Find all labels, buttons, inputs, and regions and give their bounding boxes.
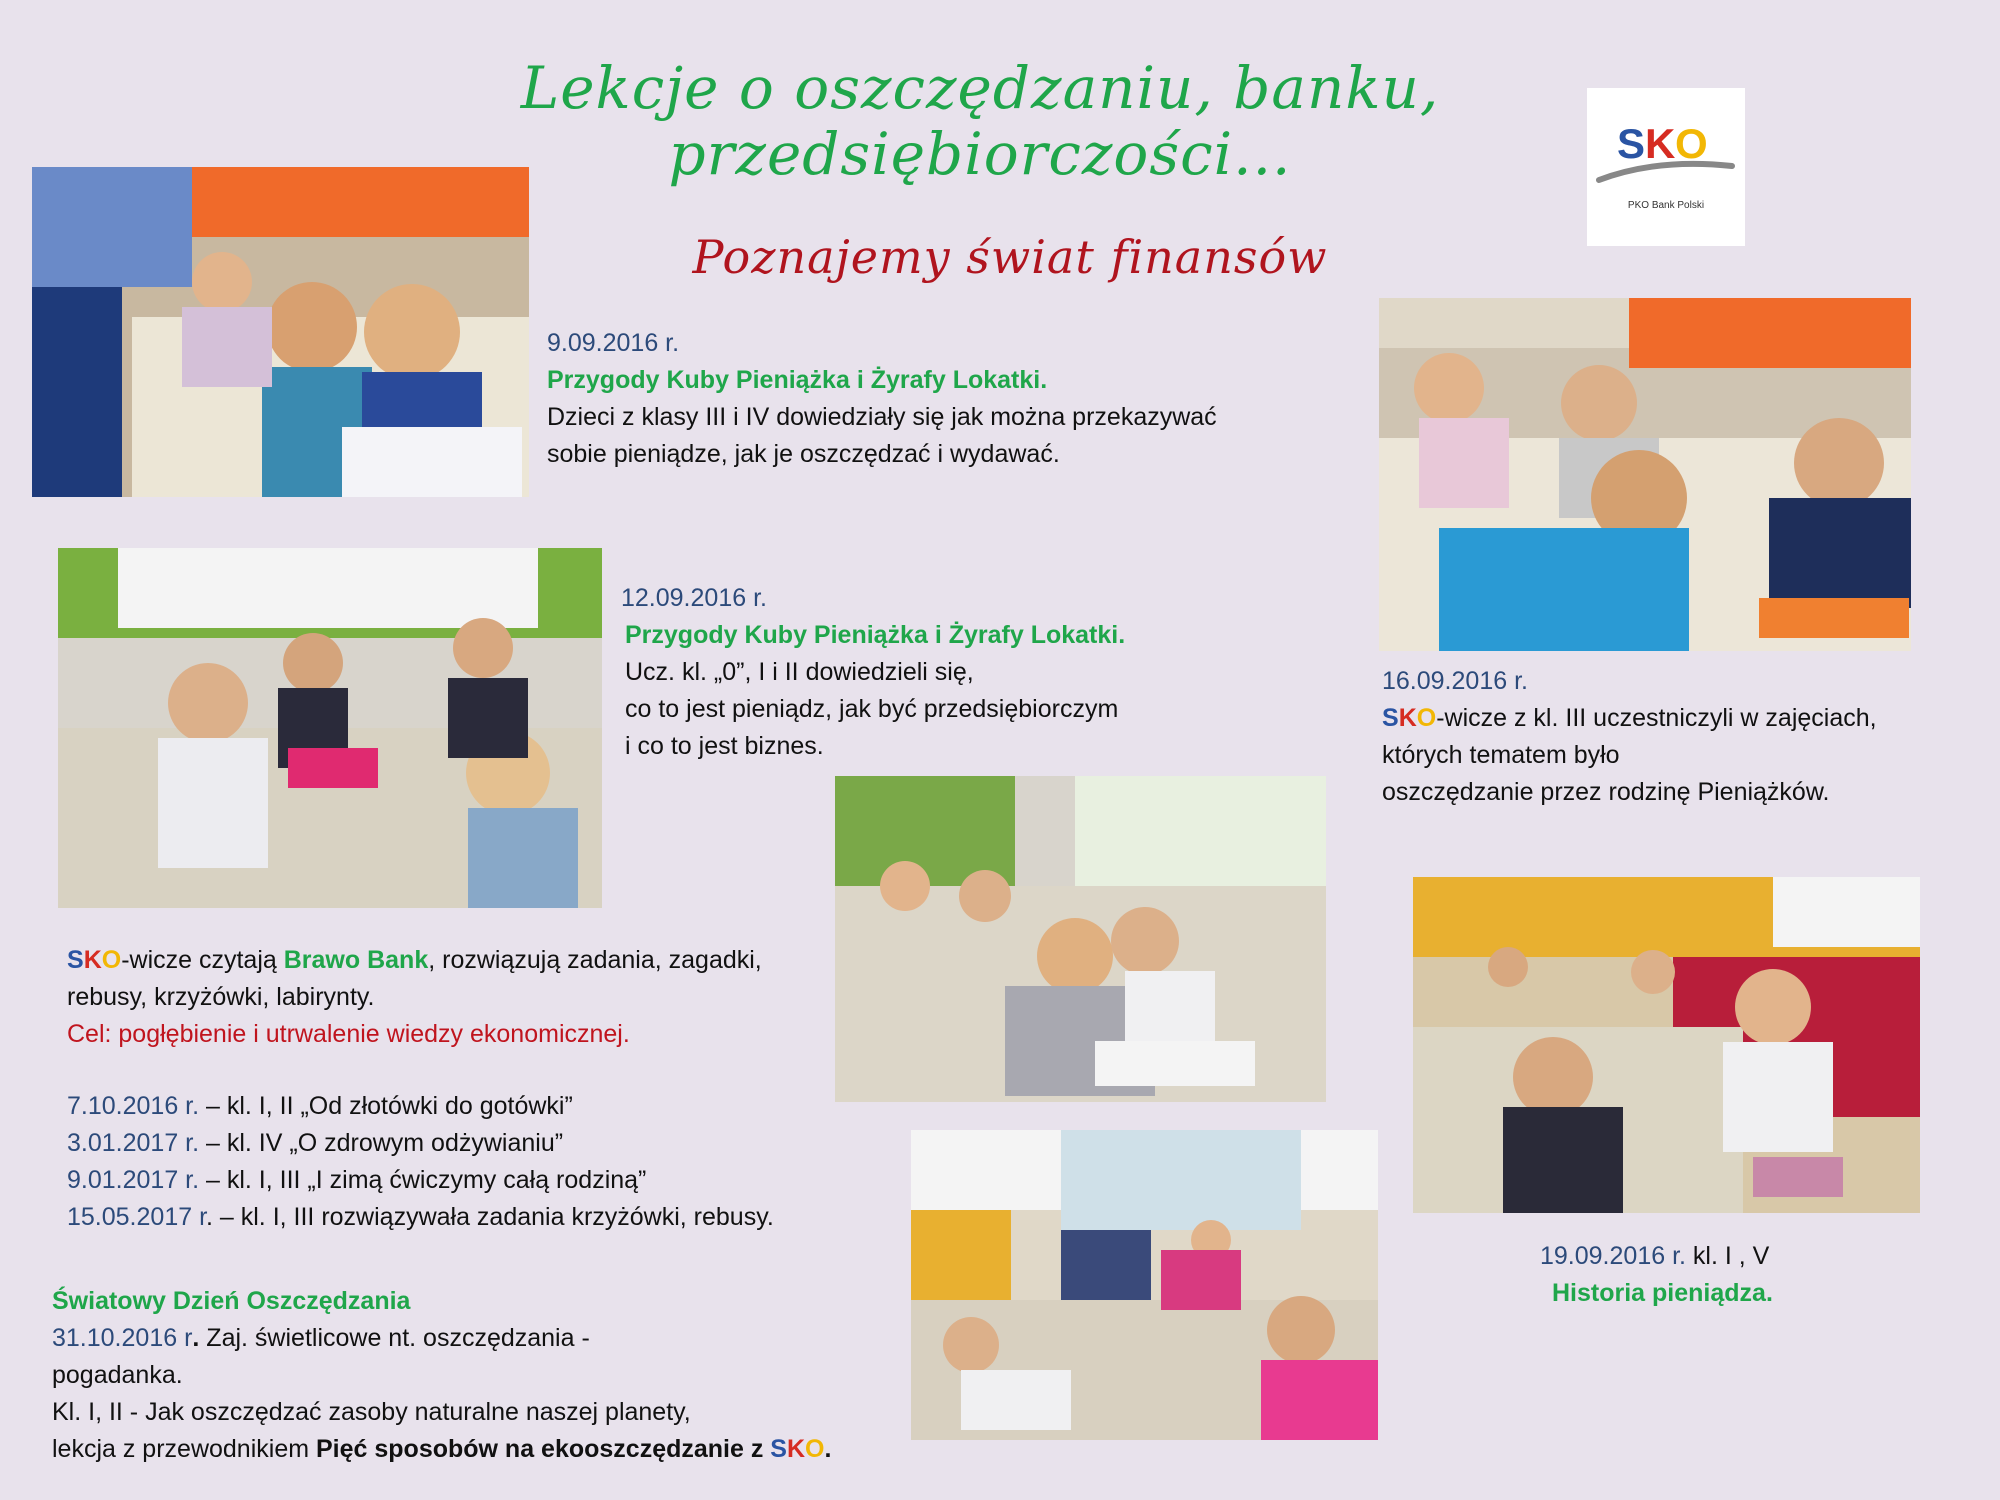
classroom-photo-4 [835,776,1326,1102]
block-3: 16.09.2016 r. SKO-wicze z kl. III uczestniczyli w zajęciach, których tematem było oszczędzanie przez rodzinę Pieniążków. [1382,667,1877,806]
block-1: 9.09.2016 r. Przygody Kuby Pieniążka i Żyrafy Lokatki. Dzieci z klasy III i IV dowiedziały się jak można przekazywać sobie pieniądze, jak je oszczędzać i wydawać. [547,329,1217,468]
page-subtitle: Poznajemy świat finansów [692,230,1328,284]
block-6: 19.09.2016 r. kl. I , V Historia pieniądza. [1540,1242,1773,1307]
sko-logo [1587,88,1745,246]
page-title: Lekcje o oszczędzaniu, banku, przedsiębiorczości... [520,54,1440,188]
classroom-photo-6 [911,1130,1378,1440]
block-4: SKO-wicze czytają Brawo Bank, rozwiązują zadania, zagadki, rebusy, krzyżówki, labirynty. Cel: pogłębienie i utrwalenie wiedzy ekonomicznej. [67,946,762,1048]
svg-text:S: S [1617,120,1646,167]
schedule-item: 3.01.2017 r. – kl. IV „O zdrowym odżywianiu” [67,1129,564,1157]
schedule-item: 9.01.2017 r. – kl. I, III „I zimą ćwiczymy całą rodziną” [67,1166,647,1194]
schedule-list [67,1088,774,1236]
svg-text:K: K [1645,120,1676,167]
classroom-photo-2 [1379,298,1911,651]
classroom-photo-3 [58,548,602,908]
svg-text:PKO Bank Polski: PKO Bank Polski [1627,200,1705,211]
schedule-item: 7.10.2016 r. – kl. I, II „Od złotówki do gotówki” [67,1092,573,1120]
classroom-photo-5 [1413,877,1920,1213]
svg-text:O: O [1675,120,1708,167]
block-5: Światowy Dzień Oszczędzania 31.10.2016 r. Zaj. świetlicowe nt. oszczędzania - pogadanka. Kl. I, II - Jak oszczędzać zasoby naturalne naszej planety, lekcja z przewodnikiem Pięć sposobów na ekooszczędzanie z SKO. [52,1287,832,1463]
classroom-photo-1 [32,167,529,497]
block-2: 12.09.2016 r. Przygody Kuby Pieniążka i Żyrafy Lokatki. Ucz. kl. „0”, I i II dowiedzieli się, co to jest pieniądz, jak być przedsiębiorczym i co to jest biznes. [621,584,1126,760]
schedule-item: 15.05.2017 r. – kl. I, III rozwiązywała zadania krzyżówki, rebusy. [67,1203,774,1231]
